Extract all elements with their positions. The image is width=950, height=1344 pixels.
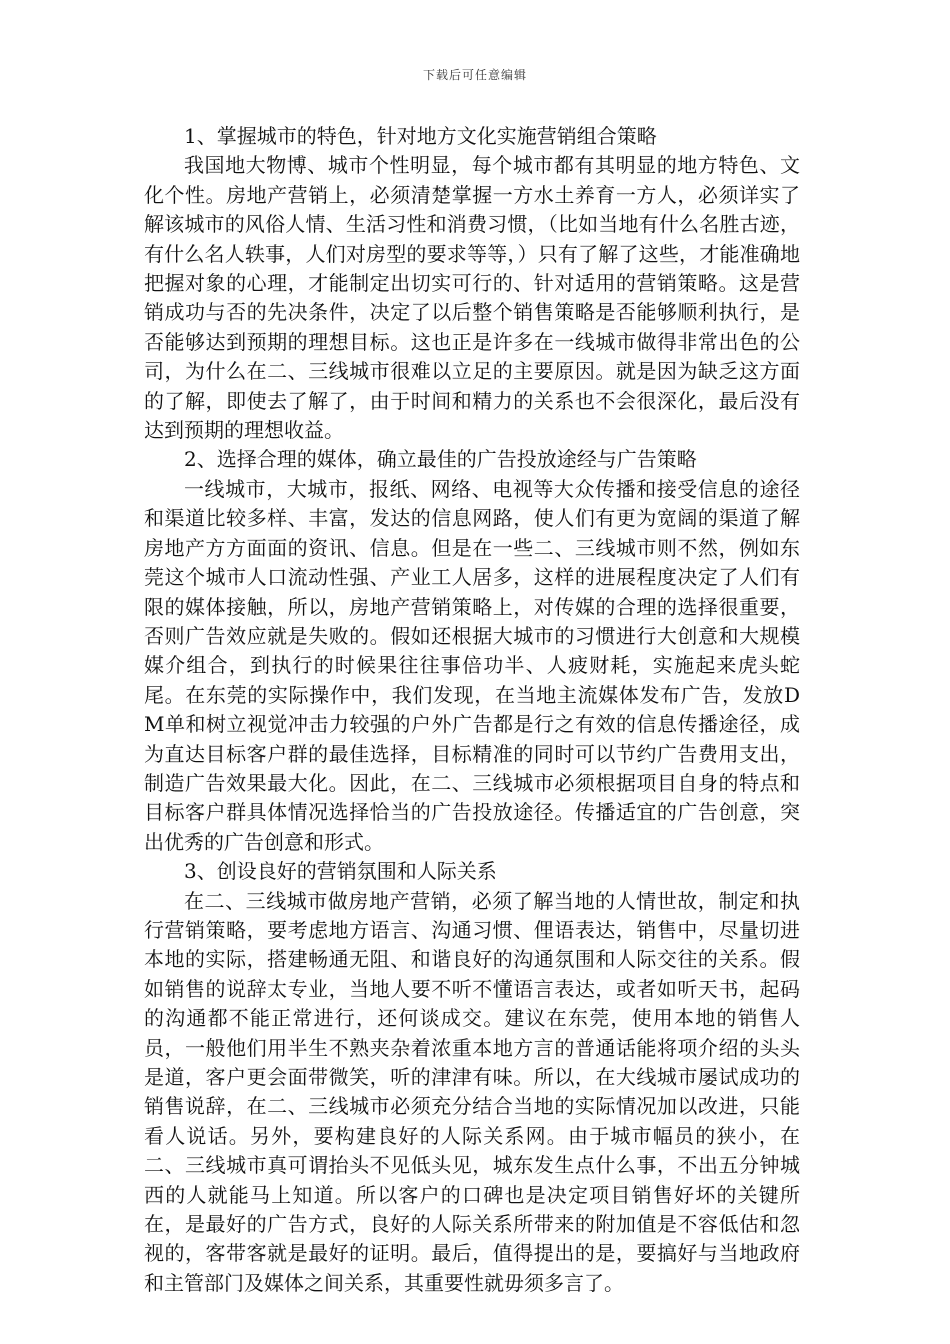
section-3-heading: 3、创设良好的营销氛围和人际关系 — [184, 859, 497, 884]
section-1-body: 我国地大物博、城市个性明显，每个城市都有其明显的地方特色、文化个性。房地产营销上，必须清楚掌握一方水土养育一方人，必须详实了解该城市的风俗人情、生活习性和消费习惯，（比如当地有什么名胜古迹，有什么名人轶事，人们对房型的要求等等，）只有了解了这些，才能准确地把握对象的心理，才能制定出切实可行的、针对适用的营销策略。这是营销成功与否的先决条件，决定了以后整个销售策略是否能够顺利执行，是否能够达到预期的理想目标。这也正是许多在一线城市做得非常出色的公司，为什么在二、三线城市很难以立足的主要原因。就是因为缺乏这方面的了解，即使去了解了，由于时间和精力的关系也不会很深化，最后没有达到预期的理想收益。 — [144, 153, 800, 443]
document-body — [144, 122, 800, 1298]
section-2-heading: 2、选择合理的媒体，确立最佳的广告投放途经与广告策略 — [184, 447, 697, 472]
section-2-body: 一线城市，大城市，报纸、网络、电视等大众传播和接受信息的途径和渠道比较多样、丰富，发达的信息网路，使人们有更为宽阔的渠道了解房地产方方面面的资讯、信息。但是在一些二、三线城市则不然，例如东莞这个城市人口流动性强、产业工人居多，这样的进展程度决定了人们有限的媒体接触，所以，房地产营销策略上，对传媒的合理的选择很重要，否则广告效应就是失败的。假如还根据大城市的习惯进行大创意和大规模媒介组合，到执行的时候果往往事倍功半、人疲财耗，实施起来虎头蛇尾。在东莞的实际操作中，我们发现，在当地主流媒体发布广告，发放DM单和树立视觉冲击力较强的户外广告都是行之有效的信息传播途径，成为直达目标客户群的最佳选择，目标精准的同时可以节约广告费用支出，制造广告效果最大化。因此，在二、三线城市必须根据项目自身的特点和目标客户群具体情况选择恰当的广告投放途径。传播适宜的广告创意，突出优秀的广告创意和形式。 — [144, 476, 800, 854]
section-3-body: 在二、三线城市做房地产营销，必须了解当地的人情世故，制定和执行营销策略，要考虑地方语言、沟通习惯、俚语表达，销售中，尽量切进本地的实际，搭建畅通无阻、和谐良好的沟通氛围和人际交往的关系。假如销售的说辞太专业，当地人要不听不懂语言表达，或者如听天书，起码的沟通都不能正常进行，还何谈成交。建议在东莞，使用本地的销售人员，一般他们用半生不熟夹杂着浓重本地方言的普通话能将项介绍的头头是道，客户更会面带微笑，听的津津有味。所以，在大线城市屡试成功的销售说辞，在二、三线城市必须充分结合当地的实际情况加以改进，只能看人说话。另外，要构建良好的人际关系网。由于城市幅员的狭小，在二、三线城市真可谓抬头不见低头见，城东发生点什么事，不出五分钟城西的人就能马上知道。所以客户的口碑也是决定项目销售好坏的关键所在，是最好的广告方式，良好的人际关系所带来的附加值是不容低估和忽视的，客带客就是最好的证明。最后，值得提出的是，要搞好与当地政府和主管部门及媒体之间关系，其重要性就毋须多言了。 — [144, 888, 800, 1295]
page-header-note: 下载后可任意编辑 — [422, 68, 527, 82]
section-1-heading: 1、掌握城市的特色，针对地方文化实施营销组合策略 — [184, 124, 657, 148]
